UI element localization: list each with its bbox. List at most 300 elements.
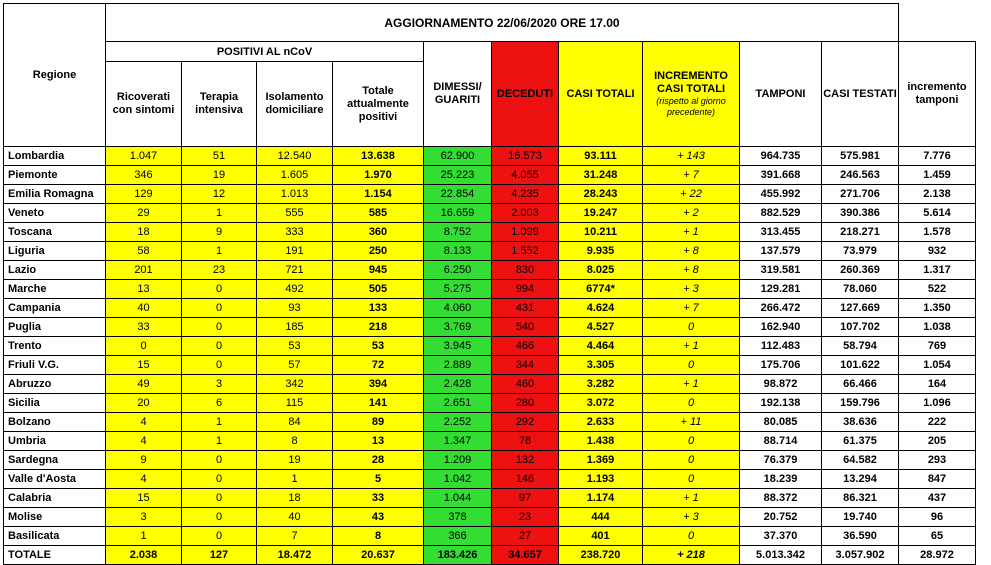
table-row bbox=[4, 185, 976, 204]
totale-positivi-cell: 505 bbox=[333, 280, 424, 299]
tamponi-cell: 455.992 bbox=[740, 185, 822, 204]
dimessi-cell: 2.889 bbox=[424, 356, 492, 375]
isolamento-cell: 492 bbox=[257, 280, 333, 299]
deceduti-cell: 78 bbox=[492, 432, 559, 451]
ricoverati-cell: 29 bbox=[106, 204, 182, 223]
tamponi-cell: 129.281 bbox=[740, 280, 822, 299]
terapia-cell: 23 bbox=[182, 261, 257, 280]
region-cell: Abruzzo bbox=[4, 375, 106, 394]
casi-totali-cell: 6774* bbox=[559, 280, 643, 299]
dimessi-cell: 2.651 bbox=[424, 394, 492, 413]
incremento-cell: 0 bbox=[643, 356, 740, 375]
casi-testati-cell: 66.466 bbox=[822, 375, 899, 394]
isolamento-cell: 721 bbox=[257, 261, 333, 280]
totale-positivi-cell: 43 bbox=[333, 508, 424, 527]
ricoverati-cell: 49 bbox=[106, 375, 182, 394]
header-tamponi: TAMPONI bbox=[740, 42, 822, 147]
region-cell: Friuli V.G. bbox=[4, 356, 106, 375]
deceduti-cell: 4.235 bbox=[492, 185, 559, 204]
ricoverati-cell: 1.047 bbox=[106, 147, 182, 166]
ricoverati-cell: 15 bbox=[106, 489, 182, 508]
deceduti-cell: 830 bbox=[492, 261, 559, 280]
region-cell: Basilicata bbox=[4, 527, 106, 546]
header-incremento-casi-note: (rispetto al giorno precedente) bbox=[656, 96, 726, 117]
dimessi-cell: 3.945 bbox=[424, 337, 492, 356]
terapia-cell: 9 bbox=[182, 223, 257, 242]
deceduti-cell: 1.552 bbox=[492, 242, 559, 261]
terapia-cell: 0 bbox=[182, 299, 257, 318]
incremento-cell: + 2 bbox=[643, 204, 740, 223]
casi-totali-cell: 28.243 bbox=[559, 185, 643, 204]
terapia-cell: 0 bbox=[182, 337, 257, 356]
incremento-cell: + 1 bbox=[643, 337, 740, 356]
incremento-cell: + 7 bbox=[643, 299, 740, 318]
header-casi-totali: CASI TOTALI bbox=[559, 42, 643, 147]
casi-testati-cell: 61.375 bbox=[822, 432, 899, 451]
totale-positivi-cell: 28 bbox=[333, 451, 424, 470]
isolamento-cell: 84 bbox=[257, 413, 333, 432]
table-row bbox=[4, 394, 976, 413]
dimessi-cell: 62.900 bbox=[424, 147, 492, 166]
table-row bbox=[4, 223, 976, 242]
table-row bbox=[4, 166, 976, 185]
incremento-cell: + 7 bbox=[643, 166, 740, 185]
tamponi-cell: 175.706 bbox=[740, 356, 822, 375]
table-row bbox=[4, 489, 976, 508]
casi-testati-cell: 78.060 bbox=[822, 280, 899, 299]
isolamento-cell: 191 bbox=[257, 242, 333, 261]
terapia-cell: 0 bbox=[182, 318, 257, 337]
deceduti-cell: 292 bbox=[492, 413, 559, 432]
tamponi-cell: 98.872 bbox=[740, 375, 822, 394]
region-cell: Puglia bbox=[4, 318, 106, 337]
tamponi-cell: 162.940 bbox=[740, 318, 822, 337]
table-row bbox=[4, 356, 976, 375]
deceduti-cell: 1.099 bbox=[492, 223, 559, 242]
region-cell: Umbria bbox=[4, 432, 106, 451]
tamponi-cell: 88.714 bbox=[740, 432, 822, 451]
table-row bbox=[4, 451, 976, 470]
dimessi-cell: 3.769 bbox=[424, 318, 492, 337]
deceduti-cell: 27 bbox=[492, 527, 559, 546]
incremento-tamponi-cell: 164 bbox=[899, 375, 976, 394]
incremento-cell: 0 bbox=[643, 432, 740, 451]
casi-testati-cell: 3.057.902 bbox=[822, 546, 899, 565]
header-incremento-casi-label: INCREMENTO CASI TOTALI bbox=[654, 70, 728, 95]
casi-totali-cell: 93.111 bbox=[559, 147, 643, 166]
region-cell: Campania bbox=[4, 299, 106, 318]
incremento-tamponi-cell: 847 bbox=[899, 470, 976, 489]
totale-positivi-cell: 89 bbox=[333, 413, 424, 432]
region-cell: Liguria bbox=[4, 242, 106, 261]
isolamento-cell: 1.013 bbox=[257, 185, 333, 204]
isolamento-cell: 8 bbox=[257, 432, 333, 451]
incremento-tamponi-cell: 7.776 bbox=[899, 147, 976, 166]
terapia-cell: 0 bbox=[182, 451, 257, 470]
casi-totali-cell: 1.438 bbox=[559, 432, 643, 451]
incremento-tamponi-cell: 1.317 bbox=[899, 261, 976, 280]
terapia-cell: 127 bbox=[182, 546, 257, 565]
deceduti-cell: 994 bbox=[492, 280, 559, 299]
incremento-cell: + 1 bbox=[643, 489, 740, 508]
totale-positivi-cell: 585 bbox=[333, 204, 424, 223]
isolamento-cell: 12.540 bbox=[257, 147, 333, 166]
casi-testati-cell: 58.794 bbox=[822, 337, 899, 356]
incremento-tamponi-cell: 205 bbox=[899, 432, 976, 451]
casi-totali-cell: 4.464 bbox=[559, 337, 643, 356]
deceduti-cell: 460 bbox=[492, 375, 559, 394]
casi-testati-cell: 107.702 bbox=[822, 318, 899, 337]
isolamento-cell: 333 bbox=[257, 223, 333, 242]
incremento-cell: + 3 bbox=[643, 508, 740, 527]
table-row bbox=[4, 432, 976, 451]
dimessi-cell: 8.133 bbox=[424, 242, 492, 261]
ricoverati-cell: 9 bbox=[106, 451, 182, 470]
tamponi-cell: 5.013.342 bbox=[740, 546, 822, 565]
ricoverati-cell: 4 bbox=[106, 432, 182, 451]
casi-totali-cell: 1.193 bbox=[559, 470, 643, 489]
casi-testati-cell: 36.590 bbox=[822, 527, 899, 546]
incremento-cell: 0 bbox=[643, 394, 740, 413]
incremento-tamponi-cell: 1.459 bbox=[899, 166, 976, 185]
table-row bbox=[4, 299, 976, 318]
table-body bbox=[4, 147, 976, 565]
ricoverati-cell: 4 bbox=[106, 413, 182, 432]
incremento-cell: 0 bbox=[643, 470, 740, 489]
table-row bbox=[4, 318, 976, 337]
incremento-cell: 0 bbox=[643, 318, 740, 337]
incremento-cell: + 8 bbox=[643, 261, 740, 280]
report-title: AGGIORNAMENTO 22/06/2020 ORE 17.00 bbox=[106, 4, 899, 42]
incremento-cell: 0 bbox=[643, 527, 740, 546]
terapia-cell: 51 bbox=[182, 147, 257, 166]
isolamento-cell: 19 bbox=[257, 451, 333, 470]
totale-positivi-cell: 1.970 bbox=[333, 166, 424, 185]
casi-totali-cell: 1.174 bbox=[559, 489, 643, 508]
terapia-cell: 12 bbox=[182, 185, 257, 204]
table-row bbox=[4, 242, 976, 261]
dimessi-cell: 1.347 bbox=[424, 432, 492, 451]
total-row bbox=[4, 546, 976, 565]
tamponi-cell: 192.138 bbox=[740, 394, 822, 413]
isolamento-cell: 93 bbox=[257, 299, 333, 318]
incremento-cell: 0 bbox=[643, 451, 740, 470]
dimessi-cell: 2.428 bbox=[424, 375, 492, 394]
casi-totali-cell: 31.248 bbox=[559, 166, 643, 185]
region-cell: Calabria bbox=[4, 489, 106, 508]
header-casi-testati: CASI TESTATI bbox=[822, 42, 899, 147]
casi-totali-cell: 1.369 bbox=[559, 451, 643, 470]
incremento-tamponi-cell: 1.038 bbox=[899, 318, 976, 337]
incremento-cell: + 11 bbox=[643, 413, 740, 432]
region-cell: Marche bbox=[4, 280, 106, 299]
dimessi-cell: 5.275 bbox=[424, 280, 492, 299]
deceduti-cell: 4.055 bbox=[492, 166, 559, 185]
incremento-tamponi-cell: 222 bbox=[899, 413, 976, 432]
incremento-cell: + 3 bbox=[643, 280, 740, 299]
casi-testati-cell: 101.622 bbox=[822, 356, 899, 375]
region-cell: Piemonte bbox=[4, 166, 106, 185]
isolamento-cell: 7 bbox=[257, 527, 333, 546]
region-cell: Bolzano bbox=[4, 413, 106, 432]
dimessi-cell: 378 bbox=[424, 508, 492, 527]
ricoverati-cell: 33 bbox=[106, 318, 182, 337]
casi-testati-cell: 575.981 bbox=[822, 147, 899, 166]
ricoverati-cell: 58 bbox=[106, 242, 182, 261]
table-row bbox=[4, 470, 976, 489]
ricoverati-cell: 1 bbox=[106, 527, 182, 546]
header-incremento-tamponi: incremento tamponi bbox=[899, 42, 976, 147]
totale-positivi-cell: 53 bbox=[333, 337, 424, 356]
terapia-cell: 1 bbox=[182, 413, 257, 432]
dimessi-cell: 1.042 bbox=[424, 470, 492, 489]
ricoverati-cell: 0 bbox=[106, 337, 182, 356]
dimessi-cell: 183.426 bbox=[424, 546, 492, 565]
terapia-cell: 0 bbox=[182, 527, 257, 546]
casi-testati-cell: 127.669 bbox=[822, 299, 899, 318]
incremento-tamponi-cell: 28.972 bbox=[899, 546, 976, 565]
region-cell: Valle d'Aosta bbox=[4, 470, 106, 489]
casi-testati-cell: 390.386 bbox=[822, 204, 899, 223]
header-deceduti: DECEDUTI bbox=[492, 42, 559, 147]
totale-positivi-cell: 394 bbox=[333, 375, 424, 394]
region-cell: Lazio bbox=[4, 261, 106, 280]
isolamento-cell: 342 bbox=[257, 375, 333, 394]
table-row bbox=[4, 337, 976, 356]
deceduti-cell: 280 bbox=[492, 394, 559, 413]
totale-positivi-cell: 250 bbox=[333, 242, 424, 261]
casi-totali-cell: 4.527 bbox=[559, 318, 643, 337]
casi-testati-cell: 86.321 bbox=[822, 489, 899, 508]
region-cell: Molise bbox=[4, 508, 106, 527]
incremento-tamponi-cell: 1.578 bbox=[899, 223, 976, 242]
terapia-cell: 1 bbox=[182, 432, 257, 451]
deceduti-cell: 540 bbox=[492, 318, 559, 337]
casi-totali-cell: 444 bbox=[559, 508, 643, 527]
casi-totali-cell: 19.247 bbox=[559, 204, 643, 223]
totale-positivi-cell: 13 bbox=[333, 432, 424, 451]
isolamento-cell: 185 bbox=[257, 318, 333, 337]
isolamento-cell: 18.472 bbox=[257, 546, 333, 565]
tamponi-cell: 88.372 bbox=[740, 489, 822, 508]
casi-totali-cell: 10.211 bbox=[559, 223, 643, 242]
header-positivi-group: POSITIVI AL nCoV bbox=[106, 42, 424, 62]
title-blank-cell bbox=[899, 4, 976, 42]
tamponi-cell: 112.483 bbox=[740, 337, 822, 356]
ricoverati-cell: 3 bbox=[106, 508, 182, 527]
totale-positivi-cell: 218 bbox=[333, 318, 424, 337]
incremento-cell: + 1 bbox=[643, 223, 740, 242]
tamponi-cell: 964.735 bbox=[740, 147, 822, 166]
dimessi-cell: 4.060 bbox=[424, 299, 492, 318]
casi-testati-cell: 218.271 bbox=[822, 223, 899, 242]
terapia-cell: 1 bbox=[182, 242, 257, 261]
dimessi-cell: 16.659 bbox=[424, 204, 492, 223]
dimessi-cell: 1.044 bbox=[424, 489, 492, 508]
deceduti-cell: 23 bbox=[492, 508, 559, 527]
deceduti-cell: 16.573 bbox=[492, 147, 559, 166]
totale-positivi-cell: 72 bbox=[333, 356, 424, 375]
ricoverati-cell: 201 bbox=[106, 261, 182, 280]
incremento-tamponi-cell: 5.614 bbox=[899, 204, 976, 223]
region-cell: Toscana bbox=[4, 223, 106, 242]
incremento-tamponi-cell: 1.054 bbox=[899, 356, 976, 375]
deceduti-cell: 146 bbox=[492, 470, 559, 489]
ricoverati-cell: 15 bbox=[106, 356, 182, 375]
incremento-tamponi-cell: 769 bbox=[899, 337, 976, 356]
region-cell: Trento bbox=[4, 337, 106, 356]
casi-totali-cell: 9.935 bbox=[559, 242, 643, 261]
table-row bbox=[4, 508, 976, 527]
header-totale-positivi: Totale attualmente positivi bbox=[333, 62, 424, 147]
casi-testati-cell: 38.636 bbox=[822, 413, 899, 432]
isolamento-cell: 115 bbox=[257, 394, 333, 413]
isolamento-cell: 18 bbox=[257, 489, 333, 508]
tamponi-cell: 76.379 bbox=[740, 451, 822, 470]
casi-testati-cell: 260.369 bbox=[822, 261, 899, 280]
dimessi-cell: 25.223 bbox=[424, 166, 492, 185]
incremento-tamponi-cell: 932 bbox=[899, 242, 976, 261]
casi-testati-cell: 19.740 bbox=[822, 508, 899, 527]
deceduti-cell: 97 bbox=[492, 489, 559, 508]
header-incremento-casi bbox=[643, 42, 740, 147]
tamponi-cell: 37.370 bbox=[740, 527, 822, 546]
casi-totali-cell: 4.624 bbox=[559, 299, 643, 318]
deceduti-cell: 466 bbox=[492, 337, 559, 356]
table-row bbox=[4, 204, 976, 223]
totale-positivi-cell: 33 bbox=[333, 489, 424, 508]
terapia-cell: 0 bbox=[182, 356, 257, 375]
region-cell: Lombardia bbox=[4, 147, 106, 166]
casi-testati-cell: 13.294 bbox=[822, 470, 899, 489]
terapia-cell: 6 bbox=[182, 394, 257, 413]
tamponi-cell: 319.581 bbox=[740, 261, 822, 280]
totale-positivi-cell: 133 bbox=[333, 299, 424, 318]
region-cell: Sardegna bbox=[4, 451, 106, 470]
totale-positivi-cell: 1.154 bbox=[333, 185, 424, 204]
ricoverati-cell: 346 bbox=[106, 166, 182, 185]
ricoverati-cell: 20 bbox=[106, 394, 182, 413]
incremento-tamponi-cell: 437 bbox=[899, 489, 976, 508]
casi-totali-cell: 8.025 bbox=[559, 261, 643, 280]
totale-positivi-cell: 5 bbox=[333, 470, 424, 489]
ricoverati-cell: 4 bbox=[106, 470, 182, 489]
ricoverati-cell: 18 bbox=[106, 223, 182, 242]
header-dimessi: DIMESSI/ GUARITI bbox=[424, 42, 492, 147]
casi-testati-cell: 271.706 bbox=[822, 185, 899, 204]
incremento-tamponi-cell: 1.350 bbox=[899, 299, 976, 318]
terapia-cell: 1 bbox=[182, 204, 257, 223]
ricoverati-cell: 129 bbox=[106, 185, 182, 204]
casi-totali-cell: 3.305 bbox=[559, 356, 643, 375]
incremento-tamponi-cell: 2.138 bbox=[899, 185, 976, 204]
header-regione: Regione bbox=[4, 4, 106, 147]
deceduti-cell: 431 bbox=[492, 299, 559, 318]
tamponi-cell: 882.529 bbox=[740, 204, 822, 223]
casi-testati-cell: 246.563 bbox=[822, 166, 899, 185]
isolamento-cell: 53 bbox=[257, 337, 333, 356]
header-terapia: Terapia intensiva bbox=[182, 62, 257, 147]
ricoverati-cell: 13 bbox=[106, 280, 182, 299]
report-container bbox=[3, 3, 976, 565]
terapia-cell: 0 bbox=[182, 489, 257, 508]
incremento-cell: + 1 bbox=[643, 375, 740, 394]
incremento-cell: + 8 bbox=[643, 242, 740, 261]
covid-regions-table bbox=[3, 3, 976, 565]
incremento-cell: + 143 bbox=[643, 147, 740, 166]
deceduti-cell: 132 bbox=[492, 451, 559, 470]
isolamento-cell: 40 bbox=[257, 508, 333, 527]
isolamento-cell: 1.605 bbox=[257, 166, 333, 185]
isolamento-cell: 57 bbox=[257, 356, 333, 375]
incremento-tamponi-cell: 522 bbox=[899, 280, 976, 299]
dimessi-cell: 1.209 bbox=[424, 451, 492, 470]
table-row bbox=[4, 280, 976, 299]
tamponi-cell: 137.579 bbox=[740, 242, 822, 261]
table-row bbox=[4, 527, 976, 546]
incremento-tamponi-cell: 1.096 bbox=[899, 394, 976, 413]
table-row bbox=[4, 413, 976, 432]
casi-testati-cell: 64.582 bbox=[822, 451, 899, 470]
region-cell: Sicilia bbox=[4, 394, 106, 413]
casi-totali-cell: 3.282 bbox=[559, 375, 643, 394]
casi-totali-cell: 238.720 bbox=[559, 546, 643, 565]
totale-positivi-cell: 141 bbox=[333, 394, 424, 413]
totale-positivi-cell: 360 bbox=[333, 223, 424, 242]
incremento-cell: + 218 bbox=[643, 546, 740, 565]
terapia-cell: 0 bbox=[182, 280, 257, 299]
casi-testati-cell: 73.979 bbox=[822, 242, 899, 261]
dimessi-cell: 8.752 bbox=[424, 223, 492, 242]
terapia-cell: 3 bbox=[182, 375, 257, 394]
terapia-cell: 19 bbox=[182, 166, 257, 185]
casi-totali-cell: 2.633 bbox=[559, 413, 643, 432]
table-row bbox=[4, 261, 976, 280]
totale-positivi-cell: 20.637 bbox=[333, 546, 424, 565]
tamponi-cell: 391.668 bbox=[740, 166, 822, 185]
deceduti-cell: 34.657 bbox=[492, 546, 559, 565]
tamponi-cell: 80.085 bbox=[740, 413, 822, 432]
tamponi-cell: 313.455 bbox=[740, 223, 822, 242]
incremento-tamponi-cell: 65 bbox=[899, 527, 976, 546]
region-cell: TOTALE bbox=[4, 546, 106, 565]
totale-positivi-cell: 945 bbox=[333, 261, 424, 280]
dimessi-cell: 2.252 bbox=[424, 413, 492, 432]
terapia-cell: 0 bbox=[182, 508, 257, 527]
casi-totali-cell: 3.072 bbox=[559, 394, 643, 413]
dimessi-cell: 366 bbox=[424, 527, 492, 546]
tamponi-cell: 18.239 bbox=[740, 470, 822, 489]
isolamento-cell: 1 bbox=[257, 470, 333, 489]
region-cell: Emilia Romagna bbox=[4, 185, 106, 204]
deceduti-cell: 2.003 bbox=[492, 204, 559, 223]
incremento-tamponi-cell: 293 bbox=[899, 451, 976, 470]
terapia-cell: 0 bbox=[182, 470, 257, 489]
deceduti-cell: 344 bbox=[492, 356, 559, 375]
ricoverati-cell: 40 bbox=[106, 299, 182, 318]
tamponi-cell: 266.472 bbox=[740, 299, 822, 318]
dimessi-cell: 22.854 bbox=[424, 185, 492, 204]
isolamento-cell: 555 bbox=[257, 204, 333, 223]
incremento-tamponi-cell: 96 bbox=[899, 508, 976, 527]
header-isolamento: Isolamento domiciliare bbox=[257, 62, 333, 147]
casi-testati-cell: 159.796 bbox=[822, 394, 899, 413]
region-cell: Veneto bbox=[4, 204, 106, 223]
tamponi-cell: 20.752 bbox=[740, 508, 822, 527]
dimessi-cell: 6.250 bbox=[424, 261, 492, 280]
casi-totali-cell: 401 bbox=[559, 527, 643, 546]
table-row bbox=[4, 147, 976, 166]
